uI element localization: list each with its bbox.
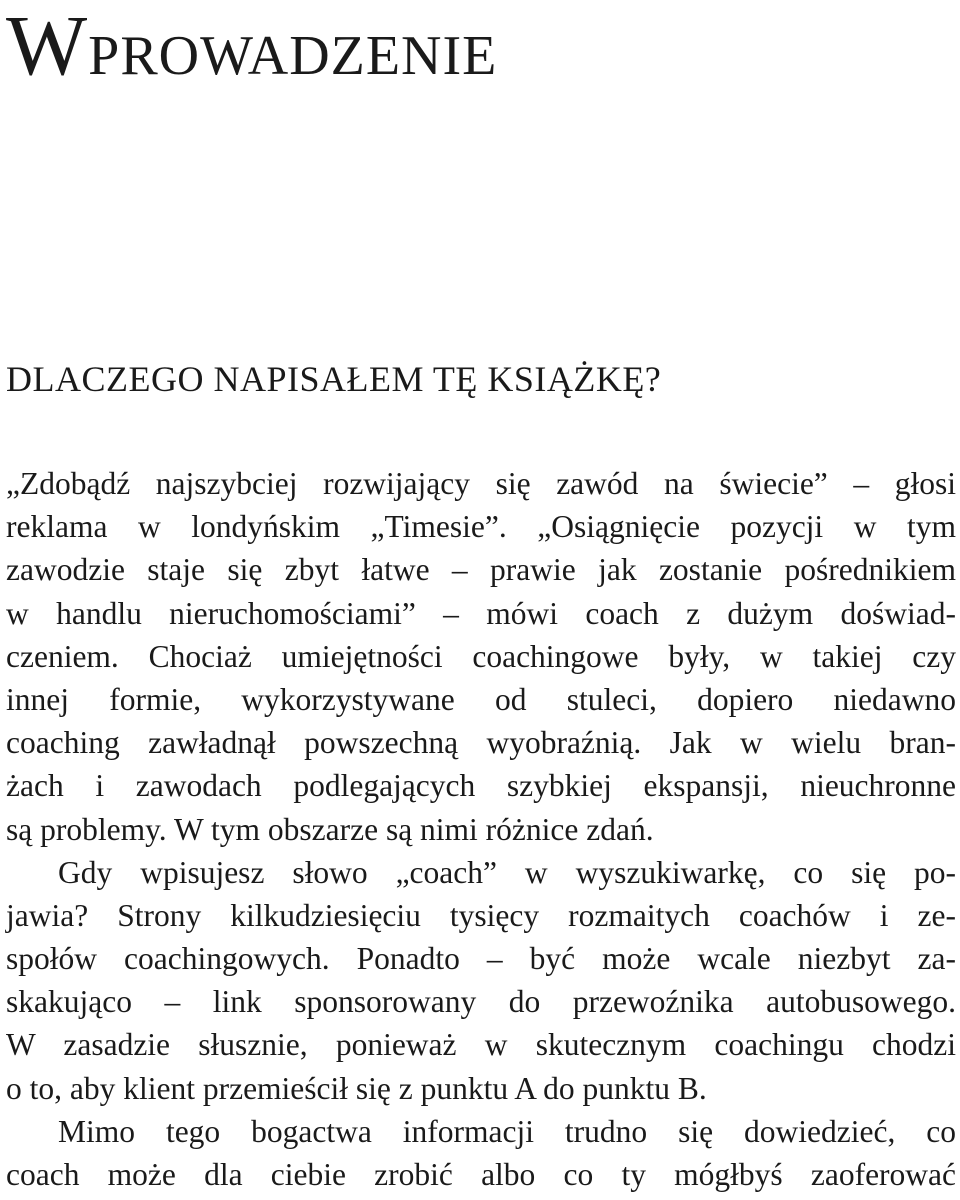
text-line: „Zdobądź najszybciej rozwijający się zawód na świecie” – głosi bbox=[6, 466, 956, 501]
chapter-title-initial: W bbox=[6, 0, 89, 93]
text-line: innej formie, wykorzystywane od stuleci, dopiero niedawno bbox=[6, 681, 956, 717]
text-line: skakująco – link sponsorowany do przewoźnika autobusowego. bbox=[6, 984, 956, 1020]
section-heading: DLACZEGO NAPISAŁEM TĘ KSIĄŻKĘ? bbox=[6, 359, 662, 399]
text-line: reklama w londyńskim „Timesie”. „Osiągnięcie pozycji w tym bbox=[6, 509, 956, 545]
text-line: Gdy wpisujesz słowo „coach” w wyszukiwarkę, co się po- bbox=[58, 854, 956, 890]
text-line: zawodzie staje się zbyt łatwe – prawie jak zostanie pośrednikiem bbox=[6, 552, 956, 588]
text-line: Mimo tego bogactwa informacji trudno się dowiedzieć, co bbox=[58, 1113, 956, 1149]
text-line: W zasadzie słusznie, ponieważ w skutecznym coachingu chodzi bbox=[6, 1027, 956, 1063]
text-line: żach i zawodach podlegających szybkiej ekspansji, nieuchronne bbox=[6, 768, 956, 804]
text-line: jawia? Strony kilkudziesięciu tysięcy rozmaitych coachów i ze- bbox=[6, 897, 956, 933]
text-line: coaching zawładnął powszechną wyobraźnią. Jak w wielu bran- bbox=[6, 725, 956, 761]
body-text bbox=[6, 462, 956, 1196]
text-line: w handlu nieruchomościami” – mówi coach z dużym doświad- bbox=[6, 595, 956, 631]
text-line: o to, aby klient przemieścił się z punktu A do punktu B. bbox=[6, 1070, 707, 1106]
text-line: są problemy. W tym obszarze są nimi różnice zdań. bbox=[6, 811, 654, 847]
chapter-title-rest: PROWADZENIE bbox=[88, 25, 498, 87]
text-line: społów coachingowych. Ponadto – być może wcale niezbyt za- bbox=[6, 941, 956, 977]
text-line: czeniem. Chociaż umiejętności coachingowe były, w takiej czy bbox=[6, 638, 956, 674]
text-line: coach może dla ciebie zrobić albo co ty mógłbyś zaoferować bbox=[6, 1157, 956, 1192]
chapter-title bbox=[6, 0, 498, 93]
